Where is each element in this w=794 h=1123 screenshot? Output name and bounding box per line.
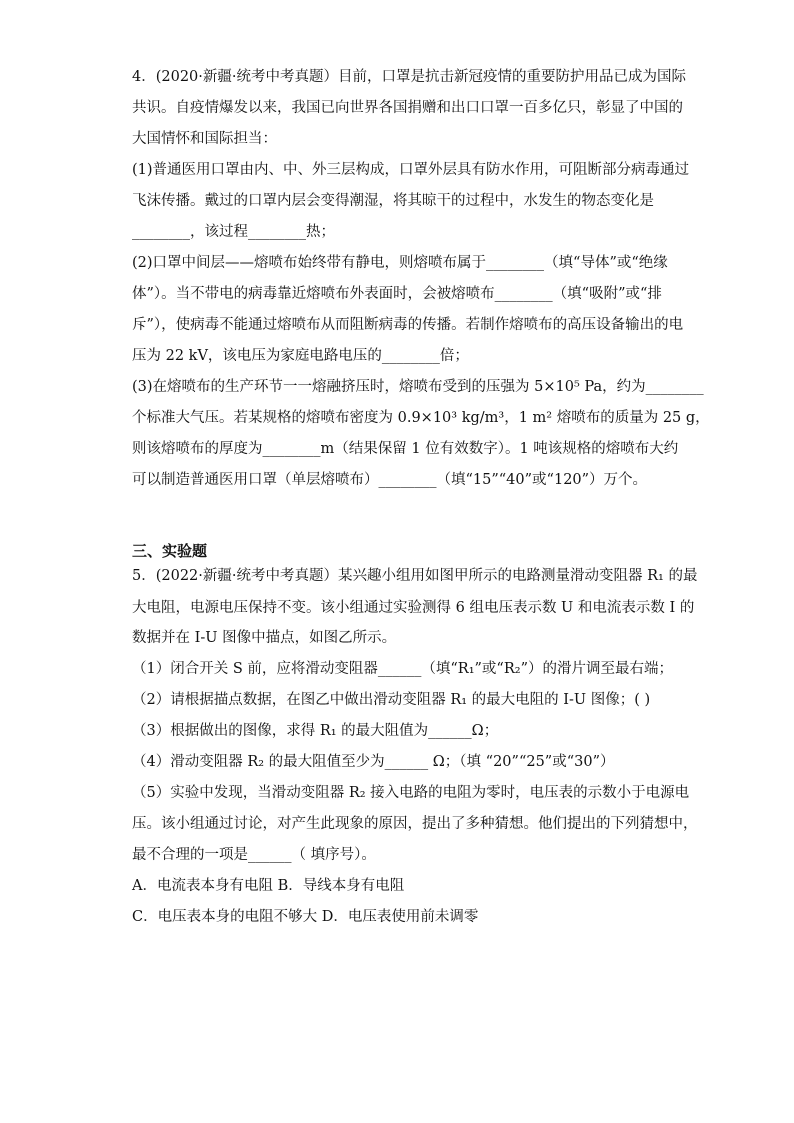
q5-option-ab: A．电流表本身有电阻 B．导线本身有电阻	[132, 878, 405, 894]
section-title: 三、实验题	[132, 542, 208, 560]
q5-option-cd: C．电压表本身的电阻不够大 D．电压表使用前未调零	[132, 909, 479, 925]
q5-line-7: （4）滑动变阻器 R₂ 的最大阻值至少为______ Ω；（填 “20”“25”或“30”）	[132, 754, 615, 770]
q5-line-3: 数据并在 I-U 图像中描点，如图乙所示。	[132, 630, 397, 646]
q4-line-11: (3)在熔喷布的生产环节一一熔融挤压时，熔喷布受到的压强为 5×10⁵ Pa，约为________	[132, 379, 704, 395]
q4-line-6: ________，该过程________热；	[132, 224, 335, 240]
q5-line-4: （1）闭合开关 S 前，应将滑动变阻器______（填“R₁”或“R₂”）的滑片调至最右端；	[132, 661, 673, 677]
q4-line-14: 可以制造普通医用口罩（单层熔喷布）________（填“15”“40”或“120”）万个。	[132, 472, 648, 488]
q5-line-5: （2）请根据描点数据，在图乙中做出滑动变阻器 R₁ 的最大电阻的 I-U 图像；( )	[132, 692, 651, 708]
q4-line-1: 4．(2020·新疆·统考中考真题）目前，口罩是抗击新冠疫情的重要防护用品已成为国际	[132, 69, 686, 85]
q4-line-10: 压为 22 kV，该电压为家庭电路电压的________倍；	[132, 348, 469, 364]
q4-line-12: 个标准大气压。若某规格的熔喷布密度为 0.9×10³ kg/m³，1 m² 熔喷布的质量为 25 g，	[132, 410, 710, 426]
q5-line-1: 5．(2022·新疆·统考中考真题）某兴趣小组用如图甲所示的电路测量滑动变阻器 R₁ 的最	[132, 568, 698, 584]
q5-line-10: 最不合理的一项是______（ 填序号）。	[132, 847, 376, 863]
q4-line-4: (1)普通医用口罩由内、中、外三层构成，口罩外层具有防水作用，可阻断部分病毒通过	[132, 162, 690, 178]
q5-line-2: 大电阻，电源电压保持不变。该小组通过实验测得 6 组电压表示数 U 和电流表示数 I 的	[132, 600, 695, 616]
q5-line-8: （5）实验中发现，当滑动变阻器 R₂ 接入电路的电阻为零时，电压表的示数小于电源电	[132, 785, 690, 801]
q4-line-13: 则该熔喷布的厚度为________m（结果保留 1 位有效数字）。1 吨该规格的熔喷布大约	[132, 441, 679, 457]
q4-line-8: 体”）。当不带电的病毒靠近熔喷布外表面时，会被熔喷布________（填“吸附”或“排	[132, 286, 662, 302]
q5-line-9: 压。该小组通过讨论，对产生此现象的原因，提出了多种猜想。他们提出的下列猜想中，	[132, 816, 698, 832]
q4-line-5: 飞沫传播。戴过的口罩内层会变得潮湿，将其晾干的过程中，水发生的物态变化是	[132, 193, 654, 209]
q4-line-2: 共识。自疫情爆发以来，我国已向世界各国捐赠和出口口罩一百多亿只，彰显了中国的	[132, 100, 683, 116]
q4-line-3: 大国情怀和国际担当：	[132, 131, 277, 147]
q4-line-9: 斥”），使病毒不能通过熔喷布从而阻断病毒的传播。若制作熔喷布的高压设备输出的电	[132, 317, 684, 333]
q4-line-7: (2)口罩中间层——熔喷布始终带有静电，则熔喷布属于________（填“导体”或“绝缘	[132, 255, 668, 271]
q5-line-6: （3）根据做出的图像，求得 R₁ 的最大阻值为______Ω；	[132, 723, 499, 739]
